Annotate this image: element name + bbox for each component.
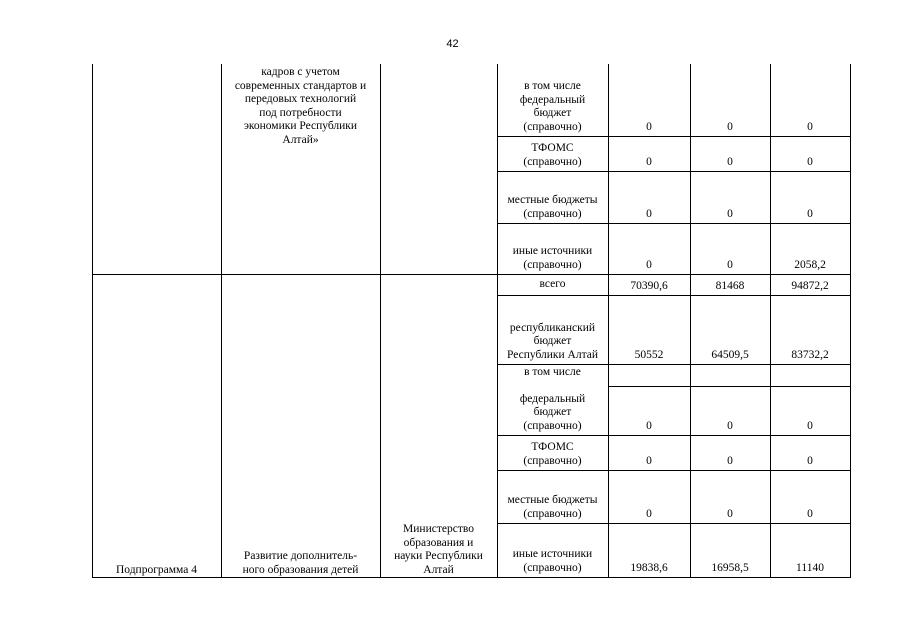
value-year-2: 0 xyxy=(727,455,733,467)
table-row-border xyxy=(497,470,850,471)
funding-source-cell xyxy=(499,276,606,293)
value-year-1: 0 xyxy=(646,259,652,271)
table-column-border xyxy=(497,64,498,578)
table-row-border xyxy=(497,435,850,436)
value-year-3: 0 xyxy=(807,208,813,220)
value-year-2: 0 xyxy=(727,420,733,432)
funding-source-cell-line: в том числе xyxy=(524,366,581,378)
funding-source-cell-line: местные бюджеты xyxy=(507,194,598,206)
funding-source-cell-line: Республики Алтай xyxy=(506,348,599,361)
funding-source-cell-line: (справочно) xyxy=(523,561,582,574)
table-column-border xyxy=(221,64,222,578)
value-year-3: 11140 xyxy=(796,562,824,574)
measure-description-cell-line: кадров с учетом xyxy=(261,66,340,78)
funding-source-cell xyxy=(499,66,606,134)
value-year-2: 0 xyxy=(727,121,733,133)
funding-source-cell xyxy=(499,388,606,433)
measure-description-cell-line: передовых технологий xyxy=(244,93,357,105)
subprogram-name-cell-line: Развитие дополнитель- xyxy=(243,550,358,562)
value-year-1: 0 xyxy=(646,208,652,220)
executor-cell-line: образования и xyxy=(403,536,474,549)
funding-source-cell-line: ТФОМС xyxy=(531,142,574,154)
funding-source-cell-line: ТФОМС xyxy=(531,441,574,453)
subprogram-status: Подпрограмма 4 xyxy=(115,563,197,576)
block-separator-line xyxy=(92,274,850,275)
table-row-border xyxy=(497,171,850,172)
measure-description-cell xyxy=(223,66,378,158)
funding-source-cell-line: (справочно) xyxy=(523,207,582,220)
table-column-border xyxy=(850,64,851,578)
measure-description-cell-line: Алтай» xyxy=(282,133,319,146)
funding-source-cell-line: федеральный xyxy=(519,392,586,405)
value-year-2: 81468 xyxy=(715,280,745,292)
subprogram-status-cell xyxy=(94,276,219,577)
value-year-1: 0 xyxy=(646,455,652,467)
table-bottom-border xyxy=(92,577,850,578)
table-row-border-partial xyxy=(608,386,850,387)
value-year-1: 70390,6 xyxy=(630,280,668,292)
funding-source-cell-line: бюджет xyxy=(533,335,572,347)
value-year-3: 94872,2 xyxy=(791,280,829,292)
executor-cell-line: Министерство xyxy=(403,523,474,535)
funding-source-cell xyxy=(499,173,606,221)
value-year-1: 0 xyxy=(646,508,652,520)
table-column-border xyxy=(380,64,381,578)
funding-source-cell-line: (справочно) xyxy=(523,258,582,271)
funding-source-cell xyxy=(499,225,606,272)
value-year-1: 50552 xyxy=(634,349,664,361)
funding-source-cell xyxy=(499,138,606,169)
funding-source-cell-line: бюджет xyxy=(533,406,572,418)
subprogram-name-cell-line: ного образования детей xyxy=(242,563,359,576)
table-column-border xyxy=(690,64,691,578)
table-row-border xyxy=(497,295,850,296)
funding-source-cell xyxy=(499,366,606,384)
funding-source-cell-line: федеральный xyxy=(519,93,586,106)
funding-source-cell-line: местные бюджеты xyxy=(507,494,598,506)
table-row-border xyxy=(497,364,850,365)
funding-source-cell-line: (справочно) xyxy=(523,507,582,520)
funding-source-cell-line: (справочно) xyxy=(523,454,582,467)
executor-cell-line: науки Республики xyxy=(394,550,483,562)
value-year-2: 64509,5 xyxy=(711,349,749,361)
funding-source-cell-line: в том числе xyxy=(524,80,581,92)
funding-source-cell-line: бюджет xyxy=(533,107,572,119)
value-year-3: 0 xyxy=(807,455,813,467)
funding-source-cell-line: всего xyxy=(539,277,566,290)
table-column-border xyxy=(608,64,609,578)
value-year-3: 83732,2 xyxy=(791,349,829,361)
funding-source-cell xyxy=(499,297,606,362)
funding-source-cell-line: (справочно) xyxy=(523,155,582,168)
table-row-border xyxy=(497,136,850,137)
value-year-2: 0 xyxy=(727,259,733,271)
executor-cell-line: Алтай xyxy=(423,563,454,576)
funding-source-cell-line: (справочно) xyxy=(523,419,582,432)
value-year-1: 0 xyxy=(646,420,652,432)
funding-source-cell xyxy=(499,472,606,521)
value-year-2: 16958,5 xyxy=(711,562,749,574)
funding-source-cell-line: (справочно) xyxy=(523,120,582,133)
value-year-2: 0 xyxy=(727,508,733,520)
table-row-border xyxy=(497,223,850,224)
measure-description-cell-line: экономики Республики xyxy=(243,120,358,132)
value-year-3: 0 xyxy=(807,156,813,168)
executor-cell xyxy=(382,276,495,577)
value-year-2: 0 xyxy=(727,156,733,168)
funding-source-cell-line: республиканский xyxy=(509,321,596,334)
value-year-2: 0 xyxy=(727,208,733,220)
funding-source-cell xyxy=(499,437,606,468)
subprogram-name-cell xyxy=(223,276,378,577)
funding-source-cell xyxy=(499,525,606,575)
table-column-border xyxy=(92,64,93,578)
value-year-3: 0 xyxy=(807,508,813,520)
page-number: 42 xyxy=(446,38,459,50)
funding-source-cell-line: иные источники xyxy=(512,548,593,560)
value-year-3: 0 xyxy=(807,121,813,133)
table-column-border xyxy=(770,64,771,578)
value-year-1: 19838,6 xyxy=(630,562,668,574)
funding-source-cell-line: иные источники xyxy=(512,245,593,257)
measure-description-cell-line: современных стандартов и xyxy=(234,79,367,92)
table-row-border xyxy=(497,523,850,524)
value-year-1: 0 xyxy=(646,156,652,168)
value-year-3: 0 xyxy=(807,420,813,432)
value-year-3: 2058,2 xyxy=(794,259,826,271)
measure-description-cell-line: под потребности xyxy=(259,106,342,119)
value-year-1: 0 xyxy=(646,121,652,133)
